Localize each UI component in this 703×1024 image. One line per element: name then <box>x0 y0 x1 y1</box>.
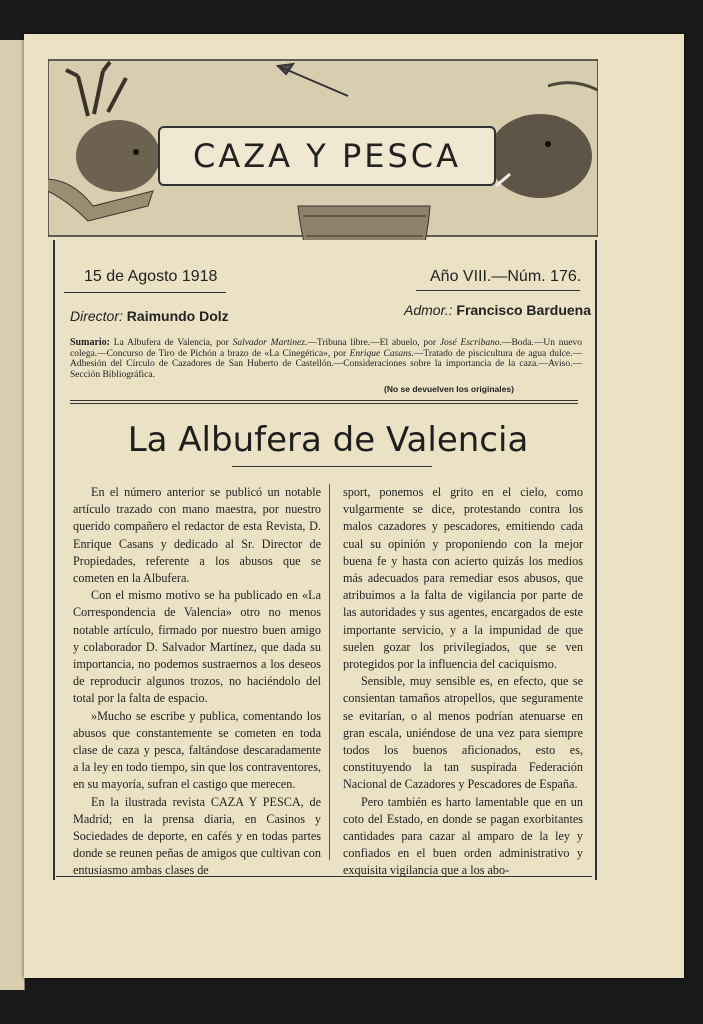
summary <box>70 338 582 380</box>
paragraph: En la ilustrada revista CAZA Y PESCA, de Madrid; en la prensa diaria, en Casinos y Sociedades de deporte, en cafés y en todas partes donde se reunen peñas de amigos que cultivan con entusiasmo ambas clases de <box>73 794 321 878</box>
masthead-title-banner <box>158 126 496 186</box>
summary-rule <box>70 400 578 404</box>
summary-text-4: —Tratado de piscicultura de agua dulce.—Adhesión del Círculo de Cazadores de San Huberto de Castellón.—Consideraciones sobre la importancia de la caza.—Aviso.—Sección Bibliográfica. <box>70 348 582 380</box>
paragraph: »Mucho se escribe y publica, comentando los abusos que constantemente se cometen en toda clase de caza y pesca, faltándose descaradamente a la ley en todo tiempo, sin que los contraventores, en su mayoría, sufran el castigo que merecen. <box>73 708 321 792</box>
issue-number: Año VIII.—Núm. 176. <box>430 268 582 285</box>
article-column-1 <box>73 484 321 880</box>
issue-underline <box>416 290 580 291</box>
summary-text-1: La Albufera de Valencia, por <box>110 338 233 348</box>
masthead-title: CAZA Y PESCA <box>193 137 461 175</box>
paragraph: En el número anterior se publicó un notable artículo trazado con mano maestra, por nuestro querido compañero el redactor de esta Revista, D. Enrique Casans y dedicado al Sr. Director de Propiedades, referente a los abusos que se cometen en la Albufera. <box>73 485 321 586</box>
issue-date: 15 de Agosto 1918 <box>84 268 218 285</box>
summary-label: Sumario: <box>70 337 110 348</box>
paragraph: Pero también es harto lamentable que en un coto del Estado, en donde se pagan exorbitantes cantidades para cazar al amparo de la ley y confiados en el buen orden administrativo y exquisita vigilancia que a los abo- <box>343 794 583 878</box>
summary-author-2: José Escribano. <box>439 338 502 348</box>
admor-line <box>404 302 591 318</box>
originals-notice: (No se devuelven los originales) <box>384 384 514 394</box>
facing-page-edge <box>0 40 25 990</box>
paragraph: sport, ponemos el grito en el cielo, como vulgarmente se dice, protestando contra los malos cazadores y pescadores, emitiendo cada cual su opinión y proponiendo con la mejor buena fe y hasta con acierto quizás los medios más adecuados para remediar esos abusos, que atribuimos a la falta de vigilancia por parte de las autoridades y sus agentes, encargados de este importante servicio, y a la impunidad de que suelen gozar los privilegiados, que se ven protegidos por la influencia del caciquismo. <box>343 485 583 672</box>
summary-author-1: Salvador Martinez. <box>232 338 308 348</box>
admor-name: Francisco Barduena <box>456 302 591 318</box>
admor-label: Admor.: <box>404 302 453 318</box>
paragraph: Sensible, muy sensible es, en efecto, que se consientan tamaños atropellos, que seguramente se evitarían, o al menos podrían atenuarse en gran escala, uniéndose de una vez para siempre todos los buenos aficionados, esto es, constituyendo la tan suspirada Federación Nacional de Cazadores y Pescadores de España. <box>343 674 583 792</box>
summary-text-2: —Tribuna libre.—El abuelo, por <box>307 338 440 348</box>
title-underline <box>232 466 432 467</box>
bottom-rule <box>56 876 592 877</box>
article-title: La Albufera de Valencia <box>127 420 529 460</box>
director-line <box>70 308 229 324</box>
date-underline <box>64 292 226 293</box>
summary-author-3: Enrique Casans. <box>349 348 414 359</box>
director-label: Director: <box>70 308 123 324</box>
game-bag-icon <box>298 206 430 240</box>
summary-text-3: —Boda.—Un nuevo colega.—Concurso de Tiro de Pichón a brazo de «La Cinegética», por <box>70 338 583 359</box>
director-name: Raimundo Dolz <box>126 308 229 324</box>
column-divider <box>329 484 330 860</box>
article-column-2 <box>343 484 583 880</box>
paragraph: Con el mismo motivo se ha publicado en «La Correspondencia de Valencia» otro no menos notable artículo, firmado por nuestro buen amigo y colaborador D. Salvador Martínez, que dada su importancia, no podemos sustraernos a los deseos de reproducir algunos trozos, no haciéndolo del total por la falta de espacio. <box>73 588 321 706</box>
